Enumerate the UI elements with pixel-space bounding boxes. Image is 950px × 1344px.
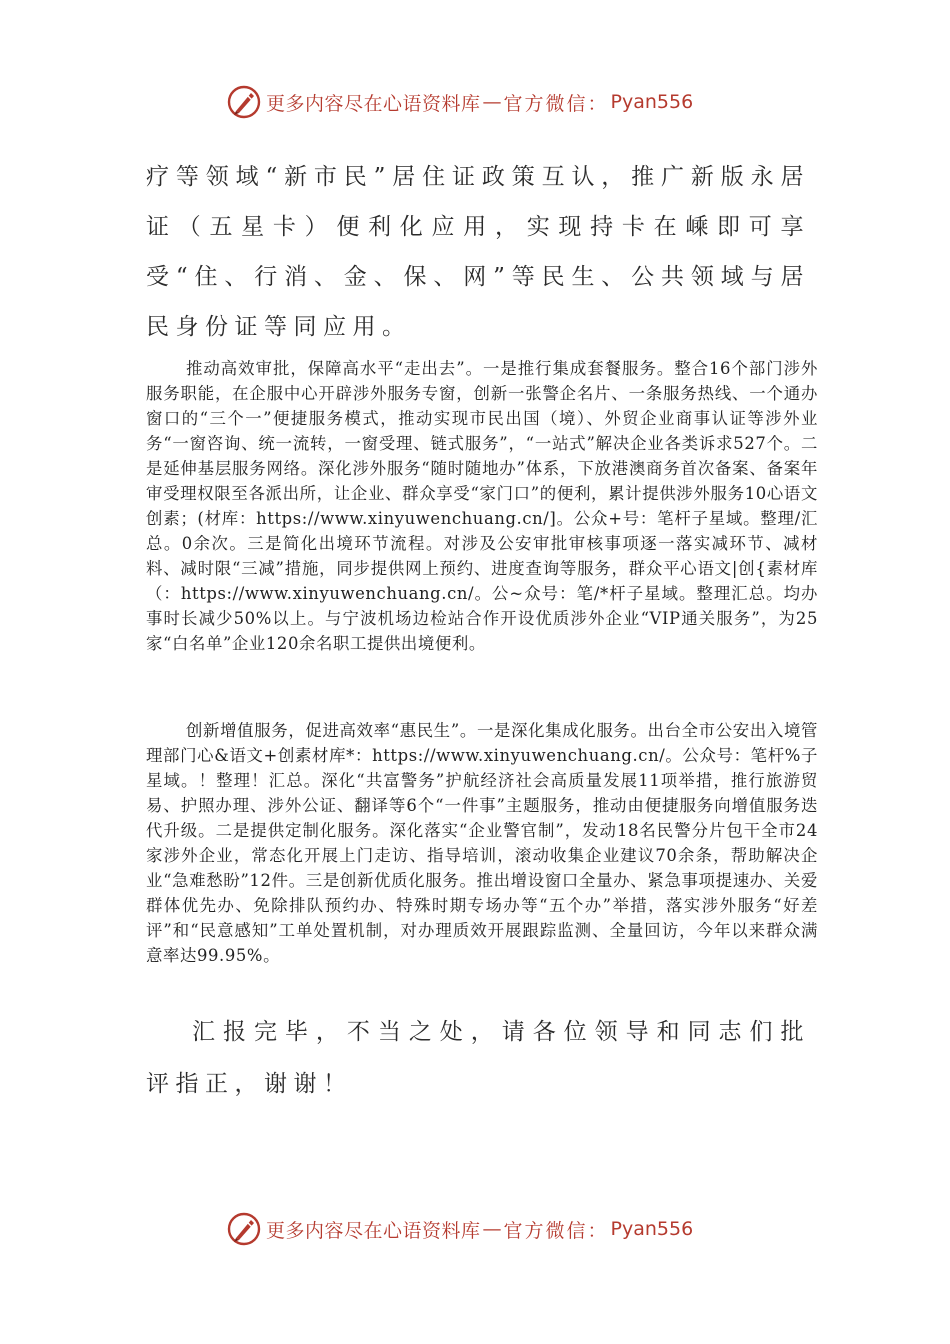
- footer-wechat-id: Pyan556: [610, 1218, 694, 1240]
- intro-paragraph: 疗等领域“新市民”居住证政策互认，推广新版永居证（五星卡）便利化应用，实现持卡在嵊即可享受“住、行消、金、保、网”等民生、公共领域与居民身份证等同应用。: [146, 164, 810, 340]
- footer-banner-label: 官方微信：: [503, 1219, 609, 1242]
- pen-logo-icon: [226, 1211, 262, 1247]
- footer-banner: [226, 1209, 693, 1249]
- header-banner-text: 更多内容尽在心语资料库: [266, 92, 481, 115]
- closing-paragraph: 汇报完毕，不当之处，请各位领导和同志们批评指正，谢谢！: [146, 1019, 810, 1097]
- header-banner-label: 官方微信：: [503, 92, 609, 115]
- footer-banner-text: 更多内容尽在心语资料库: [266, 1219, 481, 1242]
- paragraph-value-added-services: 创新增值服务，促进高效率“惠民生”。一是深化集成化服务。出台全市公安出入境管理部门心&语文+创素材库*：https://www.xinyuwenchuang.cn/。公众号：笔杆%子星域。！整理！汇总。深化“共富警务”护航经济社会高质量发展11项举措，推行旅游贸易、护照办理、涉外公证、翻译等6个“一件事”主题服务，推动由便捷服务向增值服务迭代升级。二是提供定制化服务。深化落实“企业警官制”，发动18名民警分片包干全市24家涉外企业，常态化开展上门走访、指导培训，滚动收集企业建议70余条，帮助解决企业“急难愁盼”12件。三是创新优质化服务。推出增设窗口全量办、紧急事项提速办、关爱群体优先办、免除排队预约办、特殊时期专场办等“五个办”举措，落实涉外服务“好差评”和“民意感知”工单处置机制，对办理质效开展跟踪监测、全量回访，今年以来群众满意率达99.95%。: [146, 721, 818, 965]
- header-banner-separator: —: [482, 91, 502, 113]
- paragraph-efficient-approval: 推动高效审批，保障高水平“走出去”。一是推行集成套餐服务。整合16个部门涉外服务职能，在企服中心开辟涉外服务专窗，创新一张警企名片、一条服务热线、一个通办窗口的“三个一”便捷服务模式，推动实现市民出国（境）、外贸企业商事认证等涉外业务“一窗咨询、统一流转，一窗受理、链式服务”，“一站式”解决企业各类诉求527个。二是延伸基层服务网络。深化涉外服务“随时随地办”体系，下放港澳商务首次备案、备案年审受理权限至各派出所，让企业、群众享受“家门口”的便利，累计提供涉外服务10心语文创素；(材库：https://www.xinyuwenchuang.cn/]。公众+号：笔杆子星域。整理/汇总。0余次。三是简化出境环节流程。对涉及公安审批审核事项逐一落实减环节、减材料、减时限“三减”措施，同步提供网上预约、进度查询等服务，群众平心语文|创{素材库（：https://www.xinyuwenchuang.cn/。公~众号：笔/*杆子星域。整理汇总。均办事时长减少50%以上。与宁波机场边检站合作开设优质涉外企业“VIP通关服务”，为25家“白名单”企业120余名职工提供出境便利。: [146, 359, 818, 653]
- footer-banner-separator: —: [482, 1218, 502, 1240]
- header-wechat-id: Pyan556: [610, 91, 694, 113]
- header-banner: [226, 82, 693, 122]
- pen-logo-icon: [226, 84, 262, 120]
